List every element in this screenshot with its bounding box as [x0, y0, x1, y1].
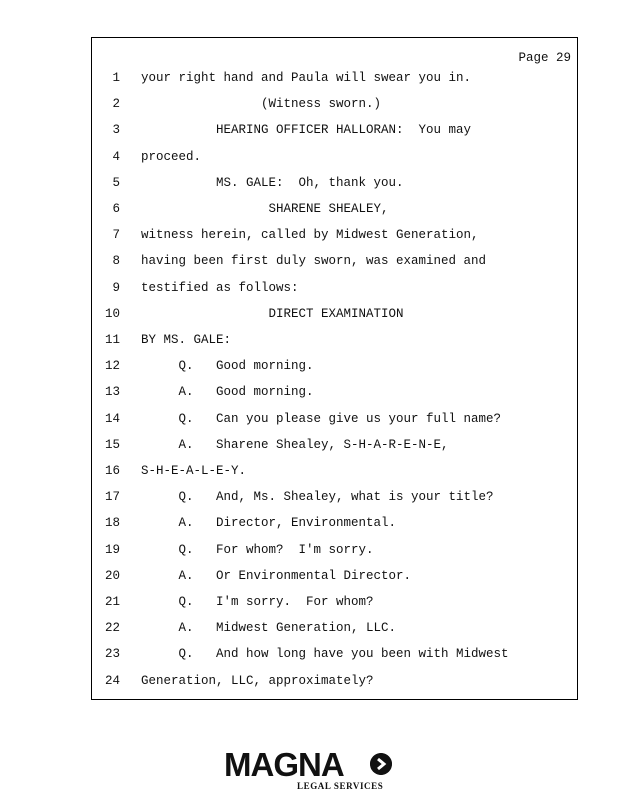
line-text: your right hand and Paula will swear you in. [141, 71, 472, 85]
line-text: (Witness sworn.) [141, 97, 382, 112]
transcript-line [92, 71, 577, 91]
line-number: 5 [112, 175, 120, 190]
line-text: DIRECT EXAMINATION [141, 306, 404, 321]
line-number: 1 [112, 71, 120, 85]
transcript-line [92, 307, 577, 327]
line-number: 7 [112, 228, 120, 243]
line-text: Q. Can you please give us your full name? [141, 411, 502, 426]
transcript-line [92, 516, 577, 536]
line-number: 16 [104, 464, 120, 478]
transcript-line [92, 176, 577, 196]
transcript-line [92, 385, 577, 405]
line-text: A. Midwest Generation, LLC. [141, 621, 397, 636]
transcript-line [92, 490, 577, 510]
transcript-line [92, 228, 577, 248]
line-number: 4 [112, 149, 120, 164]
transcript-page [91, 37, 578, 700]
line-number: 11 [104, 333, 120, 347]
transcript-line [92, 412, 577, 432]
transcript-line [92, 333, 577, 353]
transcript-line [92, 438, 577, 458]
line-text: Q. For whom? I'm sorry. [141, 542, 374, 557]
transcript-line [92, 202, 577, 222]
line-text: S-H-E-A-L-E-Y. [141, 464, 247, 478]
magna-logo [224, 748, 394, 792]
line-number: 21 [104, 595, 120, 609]
line-text: Q. Good morning. [141, 359, 314, 374]
transcript-line [92, 647, 577, 667]
transcript-line [92, 543, 577, 563]
line-text: having been first duly sworn, was examined and [141, 254, 487, 269]
line-number: 15 [104, 437, 120, 452]
line-text: Q. I'm sorry. For whom? [141, 595, 374, 609]
transcript-line [92, 621, 577, 641]
line-text: Q. And, Ms. Shealey, what is your title? [141, 490, 494, 505]
transcript-line [92, 464, 577, 484]
logo-wordmark: MAGNA [224, 746, 344, 783]
line-number: 12 [104, 359, 120, 374]
line-number: 19 [104, 542, 120, 557]
transcript-line [92, 595, 577, 615]
line-text: A. Sharene Shealey, S-H-A-R-E-N-E, [141, 437, 449, 452]
line-text: MS. GALE: Oh, thank you. [141, 175, 404, 190]
line-number: 24 [104, 673, 120, 688]
line-number: 9 [112, 280, 120, 295]
line-text: Generation, LLC, approximately? [141, 673, 374, 688]
line-text: witness herein, called by Midwest Generation, [141, 228, 479, 243]
line-number: 18 [104, 516, 120, 531]
line-number: 23 [104, 647, 120, 662]
transcript-line [92, 674, 577, 694]
line-text: Q. And how long have you been with Midwest [141, 647, 509, 662]
transcript-line [92, 254, 577, 274]
line-number: 17 [104, 490, 120, 505]
transcript-line [92, 150, 577, 170]
line-text: SHARENE SHEALEY, [141, 202, 389, 216]
line-number: 10 [104, 306, 120, 321]
transcript-line [92, 97, 577, 117]
line-number: 3 [112, 123, 120, 138]
line-text: A. Director, Environmental. [141, 516, 397, 531]
line-text: HEARING OFFICER HALLORAN: You may [141, 123, 472, 138]
page-number: Page 29 [518, 51, 571, 65]
line-text: A. Good morning. [141, 385, 314, 400]
transcript-line [92, 569, 577, 589]
transcript-line [92, 359, 577, 379]
line-number: 2 [112, 97, 120, 112]
line-text: testified as follows: [141, 280, 299, 295]
line-text: BY MS. GALE: [141, 333, 232, 347]
line-number: 13 [104, 385, 120, 400]
line-text: proceed. [141, 149, 202, 164]
transcript-line [92, 123, 577, 143]
line-number: 14 [104, 411, 120, 426]
line-number: 8 [112, 254, 120, 269]
line-number: 22 [104, 621, 120, 636]
transcript-line [92, 281, 577, 301]
logo-subtitle: LEGAL SERVICES [297, 781, 384, 791]
chevron-right-circle-icon [370, 753, 392, 775]
line-text: A. Or Environmental Director. [141, 568, 412, 583]
line-number: 20 [104, 568, 120, 583]
line-number: 6 [112, 202, 120, 216]
